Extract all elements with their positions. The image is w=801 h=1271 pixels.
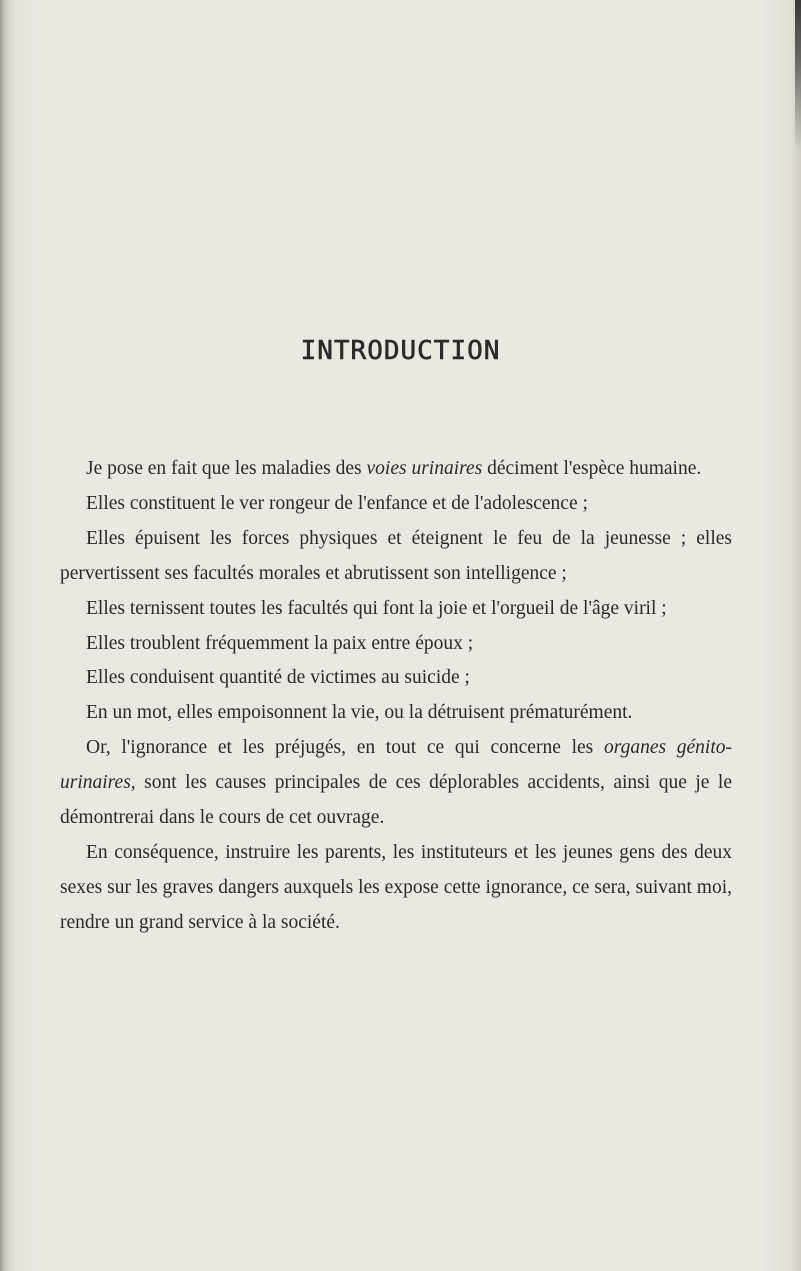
paragraph-8-text-start: Or, l'ignorance et les préjugés, en tout ce qui concerne les: [86, 737, 604, 759]
paragraph-1-italic: voies urinaires: [366, 458, 483, 479]
paragraph-3: Elles épuisent les forces physiques et éteignent le feu de la jeunesse ; elles pervertissent ses facultés morales et abrutissent son intelligence ;: [60, 527, 732, 584]
paragraph-8-text-end: sont les causes principales de ces déplorables accidents, ainsi que je le démontrerai dans le cours de cet ouvrage.: [60, 772, 732, 829]
paragraph-2: Elles constituent le ver rongeur de l'enfance et de l'adolescence ;: [86, 492, 588, 514]
chapter-heading: INTRODUCTION: [300, 336, 501, 366]
page-edge-mark: [795, 0, 801, 150]
binding-edge-shadow: [0, 0, 16, 1271]
paragraph-4: Elles ternissent toutes les facultés qui font la joie et l'orgueil de l'âge viril ;: [86, 597, 667, 619]
paragraph-6: Elles conduisent quantité de victimes au suicide ;: [86, 667, 470, 689]
paragraph-1-text-end: déciment l'espèce humaine.: [482, 458, 702, 479]
paragraph-9: En conséquence, instruire les parents, les instituteurs et les jeunes gens des deux sexes sur les graves dangers auxquels les expose cette ignorance, ce sera, suivant moi, rendre un grand service à la société.: [60, 841, 732, 933]
paragraph-1-text-start: Je pose en fait que les maladies des: [86, 458, 367, 479]
paragraph-8: [60, 731, 732, 836]
paragraph-1: [60, 452, 732, 487]
paragraph-8-italic: organes génito-urinaires,: [60, 737, 733, 794]
paragraph-5: Elles troublent fréquemment la paix entre époux ;: [86, 632, 474, 654]
body-text: [60, 452, 732, 941]
paragraph-7: En un mot, elles empoisonnent la vie, ou la détruisent prématurément.: [86, 702, 633, 724]
